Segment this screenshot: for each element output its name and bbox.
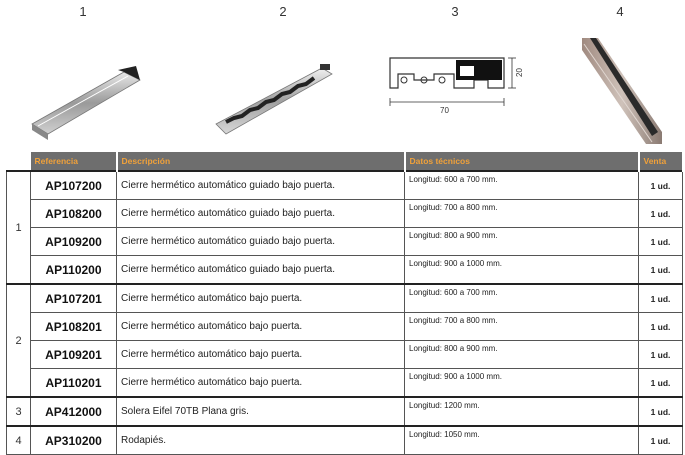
product-image-2 xyxy=(212,62,337,142)
reference-cell: AP310200 xyxy=(31,426,117,455)
product-number-3: 3 xyxy=(451,4,459,19)
table-row xyxy=(7,200,683,228)
group-number: 1 xyxy=(7,171,31,284)
table-header-row xyxy=(7,152,683,171)
sale-cell: 1 ud. xyxy=(639,369,683,398)
description-cell: Cierre hermético automático bajo puerta. xyxy=(117,341,405,369)
technical-cell: Longitud: 1200 mm. xyxy=(405,397,639,426)
product-image-4 xyxy=(582,36,662,144)
sale-cell: 1 ud. xyxy=(639,228,683,256)
description-cell: Cierre hermético automático guiado bajo puerta. xyxy=(117,200,405,228)
sale-cell: 1 ud. xyxy=(639,200,683,228)
reference-cell: AP108201 xyxy=(31,313,117,341)
sale-cell: 1 ud. xyxy=(639,426,683,455)
table-row xyxy=(7,313,683,341)
table-row xyxy=(7,256,683,285)
table-row xyxy=(7,284,683,313)
description-cell: Rodapiés. xyxy=(117,426,405,455)
sale-cell: 1 ud. xyxy=(639,284,683,313)
description-cell: Solera Eifel 70TB Plana gris. xyxy=(117,397,405,426)
sale-cell: 1 ud. xyxy=(639,313,683,341)
reference-cell: AP110200 xyxy=(31,256,117,285)
header-reference: Referencia xyxy=(31,152,117,171)
technical-cell: Longitud: 800 a 900 mm. xyxy=(405,228,639,256)
technical-drawing xyxy=(384,50,529,116)
group-number: 4 xyxy=(7,426,31,455)
product-number-2: 2 xyxy=(279,4,287,19)
drawing-height-label: 20 xyxy=(515,68,524,77)
table-row xyxy=(7,171,683,200)
technical-cell: Longitud: 900 a 1000 mm. xyxy=(405,256,639,285)
product-image-1 xyxy=(28,62,143,144)
sale-cell: 1 ud. xyxy=(639,341,683,369)
header-technical-data: Datos técnicos xyxy=(405,152,639,171)
technical-cell: Longitud: 900 a 1000 mm. xyxy=(405,369,639,398)
description-cell: Cierre hermético automático guiado bajo puerta. xyxy=(117,228,405,256)
technical-cell: Longitud: 600 a 700 mm. xyxy=(405,284,639,313)
group-number: 3 xyxy=(7,397,31,426)
header-empty xyxy=(7,152,31,171)
table-row xyxy=(7,369,683,398)
reference-cell: AP107200 xyxy=(31,171,117,200)
description-cell: Cierre hermético automático guiado bajo puerta. xyxy=(117,256,405,285)
reference-cell: AP109200 xyxy=(31,228,117,256)
header-sale: Venta xyxy=(639,152,683,171)
product-number-4: 4 xyxy=(616,4,624,19)
reference-cell: AP108200 xyxy=(31,200,117,228)
description-cell: Cierre hermético automático bajo puerta. xyxy=(117,284,405,313)
drawing-width-label: 70 xyxy=(440,106,449,115)
header-description: Descripción xyxy=(117,152,405,171)
table-row xyxy=(7,341,683,369)
technical-cell: Longitud: 700 a 800 mm. xyxy=(405,200,639,228)
group-number: 2 xyxy=(7,284,31,397)
description-cell: Cierre hermético automático bajo puerta. xyxy=(117,369,405,398)
reference-cell: AP109201 xyxy=(31,341,117,369)
technical-cell: Longitud: 600 a 700 mm. xyxy=(405,171,639,200)
table-row xyxy=(7,426,683,455)
reference-cell: AP412000 xyxy=(31,397,117,426)
reference-cell: AP107201 xyxy=(31,284,117,313)
description-cell: Cierre hermético automático bajo puerta. xyxy=(117,313,405,341)
sale-cell: 1 ud. xyxy=(639,397,683,426)
table-row xyxy=(7,397,683,426)
sale-cell: 1 ud. xyxy=(639,256,683,285)
technical-cell: Longitud: 700 a 800 mm. xyxy=(405,313,639,341)
table-row xyxy=(7,228,683,256)
description-cell: Cierre hermético automático guiado bajo puerta. xyxy=(117,171,405,200)
technical-cell: Longitud: 800 a 900 mm. xyxy=(405,341,639,369)
product-table xyxy=(6,152,684,455)
technical-cell: Longitud: 1050 mm. xyxy=(405,426,639,455)
sale-cell: 1 ud. xyxy=(639,171,683,200)
reference-cell: AP110201 xyxy=(31,369,117,398)
product-number-1: 1 xyxy=(79,4,87,19)
